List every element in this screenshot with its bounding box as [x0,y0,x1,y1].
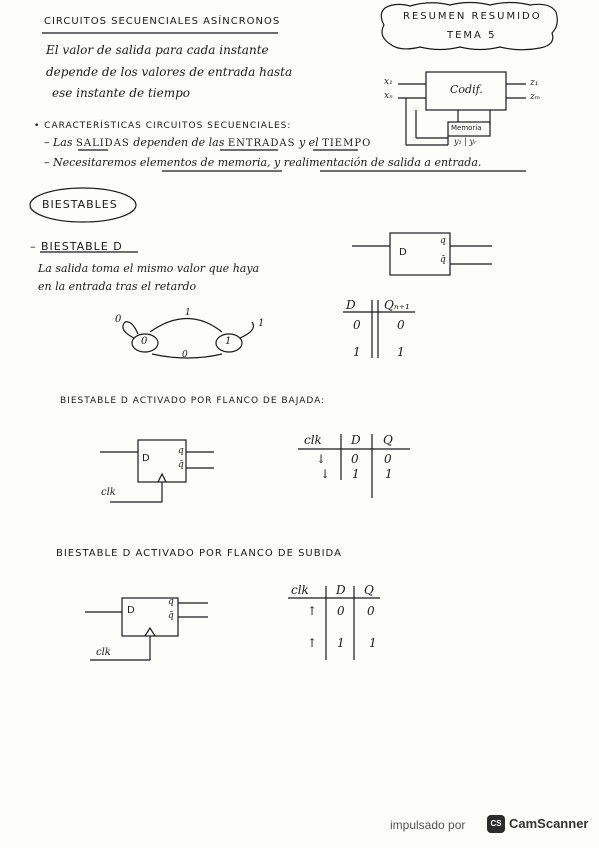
subida-table-cell: 1 [337,636,345,650]
summary-line-2: TEMA 5 [447,30,497,41]
biestable-d-desc-1: La salida toma el mismo valor que haya [38,262,260,275]
subida-table-cell: ↑ [307,636,318,650]
subida-heading: BIESTABLE D ACTIVADO POR FLANCO DE SUBIDA [56,548,342,559]
table-d-cell: 0 [353,318,361,332]
loop-0: 0 [115,314,122,325]
bajada-table-cell: ↓ [316,452,327,466]
diagram1-output-1: z₁ [530,78,539,88]
diagram1-output-m: zₘ [530,92,541,102]
subida-table-header: clk [291,583,309,597]
table-d-cell: 1 [353,345,361,359]
bajada-table-cell: 0 [384,452,392,466]
bajada-table-header: D [351,433,361,447]
diagram1-input-1: x₁ [384,77,393,87]
characteristics-item-2: – Necesitaremos elementos de memoria, y realimentación de salida a entrada. [44,156,482,169]
subida-clk-label: clk [96,647,111,658]
block-qbar-label: q̄ [440,255,446,265]
bajada-heading: BIESTABLE D ACTIVADO POR FLANCO DE BAJADA: [60,396,326,406]
bajada-table-cell: 1 [385,467,393,481]
bajada-clk-label: clk [101,487,116,498]
diagram1-memory-out: y₁ | yᵣ [454,137,477,146]
subida-table-cell: 1 [369,636,377,650]
intro-line-3: ese instante de tiempo [52,86,190,100]
bajada-table-cell: 1 [352,467,360,481]
loop-1: 1 [258,318,265,329]
bajada-table-header: clk [304,433,322,447]
bajada-table-cell: 0 [351,452,359,466]
table-d-cell: 1 [397,345,405,359]
block-q-label: q [440,236,446,246]
diagram1-input-n: xₙ [384,91,393,101]
subida-table-cell: 0 [337,604,345,618]
bajada-q-label: q [178,446,184,456]
bajada-table-header: Q [383,433,393,447]
intro-line-2: depende de los valores de entrada hasta [46,65,293,79]
state-0: 0 [141,336,148,347]
table-d-cell: 0 [397,318,405,332]
block-d-label: D [399,247,407,258]
subida-q-label: q [168,597,174,607]
table-d-header-q: Qₙ₊₁ [384,298,410,312]
arc-bottom-label: 0 [182,350,188,360]
diagram1-block: Codif. [450,83,483,96]
characteristics-item-1: – Las SALIDAS dependen de las ENTRADAS y el TIEMPO [44,136,372,149]
biestable-d-heading: – BIESTABLE D [30,240,123,253]
table-d-header-d: D [346,298,356,312]
subida-table-cell: 0 [367,604,375,618]
powered-by-text: impulsado por [390,818,466,832]
arc-top-label: 1 [185,308,191,318]
camscanner-brand: CamScanner [509,816,589,831]
subida-table-cell: ↑ [307,604,318,618]
state-1: 1 [225,336,232,347]
summary-line-1: RESUMEN RESUMIDO [403,11,542,22]
subida-table-header: Q [364,583,374,597]
page-title: CIRCUITOS SECUENCIALES ASÍNCRONOS [44,16,281,27]
bajada-qbar-label: q̄ [178,460,184,470]
bajada-block-d: D [142,453,150,464]
subida-table-header: D [336,583,346,597]
characteristics-heading: • CARACTERÍSTICAS CIRCUITOS SECUENCIALES: [34,121,292,131]
intro-line-1: El valor de salida para cada instante [46,43,269,57]
biestables-title: BIESTABLES [42,198,118,211]
subida-qbar-label: q̄ [168,611,174,621]
camscanner-logo-icon: CS [487,815,505,833]
bajada-table-cell: ↓ [320,467,331,481]
subida-block-d: D [127,605,135,616]
diagram1-memory: Memoria [451,124,482,132]
biestable-d-desc-2: en la entrada tras el retardo [38,280,197,293]
